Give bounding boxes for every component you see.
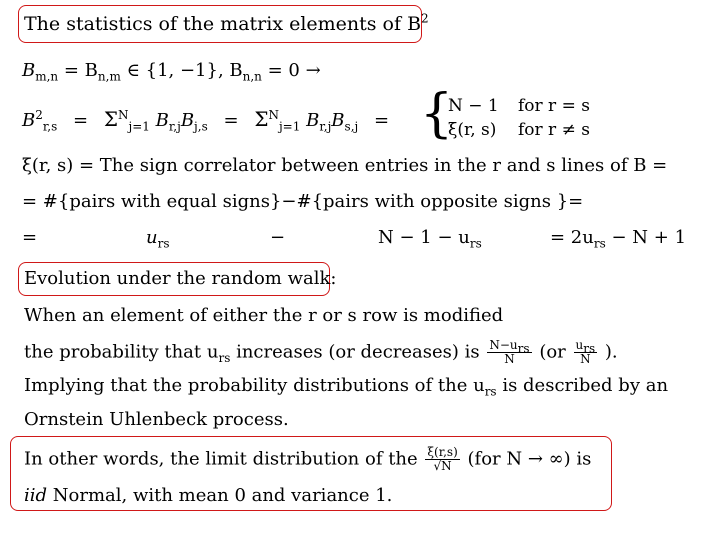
fraction-increase: $\frac{N-u_{rs}}{N}$ [489, 338, 530, 366]
evolution-line-4: Ornstein Uhlenbeck process. [24, 409, 289, 430]
fraction-normalized-correlator: $\frac{\xi(r,s)}{√N}$ [427, 445, 458, 473]
evolution-line-1: When an element of either the r or s row is modified [24, 305, 504, 326]
cases-brace: { [420, 84, 454, 144]
pairs-difference: = #{pairs with equal signs}−#{pairs with opposite signs }= [22, 191, 584, 212]
equation-symmetry: $B_{m,n} = B_{n,m}$ ∈ {1, −1}, $B_{n,n} = 0$ → [22, 60, 321, 84]
slide: The statistics of the matrix elements of $B^2$ $B_{m,n} = B_{n,m}$ ∈ {1, −1}, $B_{n,n} = 0$ → $B^2_{r,s} = \Sigma^N_{j=1}$ $B_{r,j}B_{j,s} = \Sigma^N_{j=1}$ $B_{r,j}B_{s,j}$ = { N − 1 for r = s ξ(r, s) for r ≠ s ξ(r, s) = The sign correlator between entries in the r and s lines of B = = #{pairs with equal signs}−#{pairs with opposite signs }= = $u_{rs}$ − $N - 1 - u_{rs}$ = $2u_{rs} - N + 1$ Evolution under the random walk: When an element of either the r or s row is modified the probability that $u_{rs}$ increases (or decreases) is $\frac{N-u_{rs}}{N}$ (or $\frac{u_{rs}}{N}$ ). Implying that the probability distributions of the $u_{rs}$ is described by an Ornstein Uhlenbeck process. In other words, the limit distribution of the $\frac{\xi(r,s)}{√N}$ (for N → ∞) is iid Normal, with mean 0 and variance 1. [0, 0, 720, 540]
page-title [24, 13, 429, 35]
title-text: The statistics of the matrix elements of B [24, 13, 422, 35]
evolution-title: Evolution under the random walk: [24, 268, 337, 289]
title-sup: 2 [421, 11, 429, 26]
case-2: ξ(r, s) for r ≠ s [448, 120, 590, 140]
evolution-line-2: the probability that $u_{rs}$ increases (or decreases) is $\frac{N-u_{rs}}{N}$ (or $\frac{u_{rs}}{N}$ ). [24, 338, 618, 366]
case-1: N − 1 for r = s [448, 96, 590, 116]
equation-square: $B^2_{r,s} = \Sigma^N_{j=1}$ $B_{r,j}B_{j,s} = \Sigma^N_{j=1}$ $B_{r,j}B_{s,j}$ = [22, 107, 390, 134]
evolution-line-3: Implying that the probability distributions of the $u_{rs}$ is described by an [24, 375, 669, 399]
fraction-decrease: $\frac{u_{rs}}{N}$ [575, 338, 596, 366]
conclusion-line-2: iid Normal, with mean 0 and variance 1. [24, 485, 393, 506]
conclusion-line-1: In other words, the limit distribution of the $\frac{\xi(r,s)}{√N}$ (for N → ∞) is [24, 445, 592, 473]
sign-correlator-definition: ξ(r, s) = The sign correlator between entries in the r and s lines of B = [22, 155, 668, 176]
